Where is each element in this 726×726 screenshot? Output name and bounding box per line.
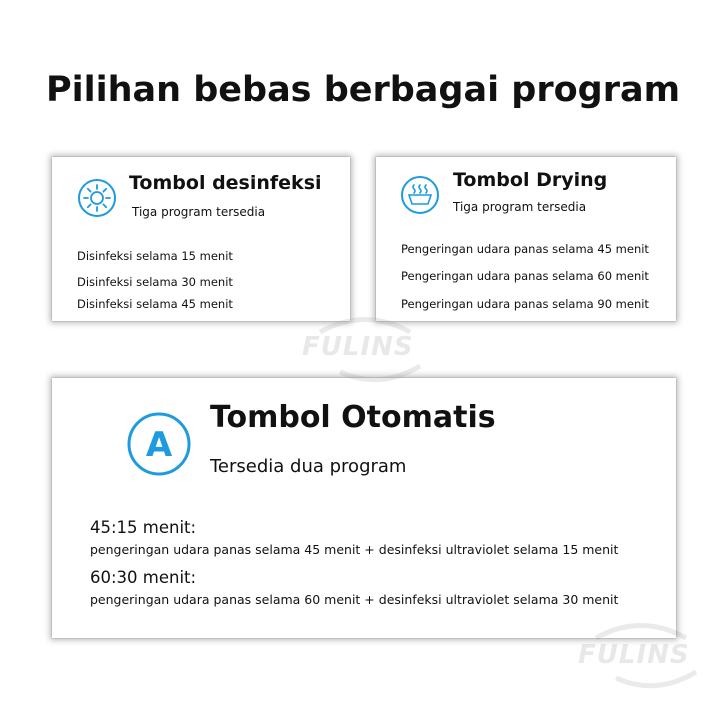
program-time: 60:30 menit: — [90, 568, 197, 587]
program-description: pengeringan udara panas selama 60 menit + desinfeksi ultraviolet selama 30 menit — [90, 592, 619, 607]
letter-a-circle-icon — [126, 411, 192, 477]
program-time: 45:15 menit: — [90, 518, 197, 537]
drying-title: Tombol Drying — [453, 169, 608, 191]
sun-icon — [77, 178, 117, 218]
program-description: pengeringan udara panas selama 45 menit + desinfeksi ultraviolet selama 15 menit — [90, 542, 619, 557]
list-item: Pengeringan udara panas selama 90 menit — [401, 297, 649, 311]
list-item: Pengeringan udara panas selama 45 menit — [401, 242, 649, 256]
steam-bowl-icon — [400, 175, 440, 215]
disinfection-title: Tombol desinfeksi — [129, 172, 322, 194]
icon-letter: A — [145, 425, 173, 465]
disinfection-subtitle: Tiga program tersedia — [132, 205, 266, 219]
watermark: FULINS — [302, 332, 414, 362]
drying-subtitle: Tiga program tersedia — [453, 200, 587, 214]
list-item: Disinfeksi selama 30 menit — [77, 275, 233, 289]
automatic-title: Tombol Otomatis — [210, 400, 496, 435]
page-headline: Pilihan bebas berbagai program — [45, 70, 681, 110]
list-item: Disinfeksi selama 15 menit — [77, 249, 233, 263]
watermark: FULINS — [578, 640, 690, 670]
list-item: Pengeringan udara panas selama 60 menit — [401, 269, 649, 283]
list-item: Disinfeksi selama 45 menit — [77, 297, 233, 311]
automatic-card — [52, 378, 676, 638]
drying-card — [376, 157, 676, 321]
disinfection-card — [52, 157, 350, 321]
automatic-subtitle: Tersedia dua program — [210, 456, 407, 477]
